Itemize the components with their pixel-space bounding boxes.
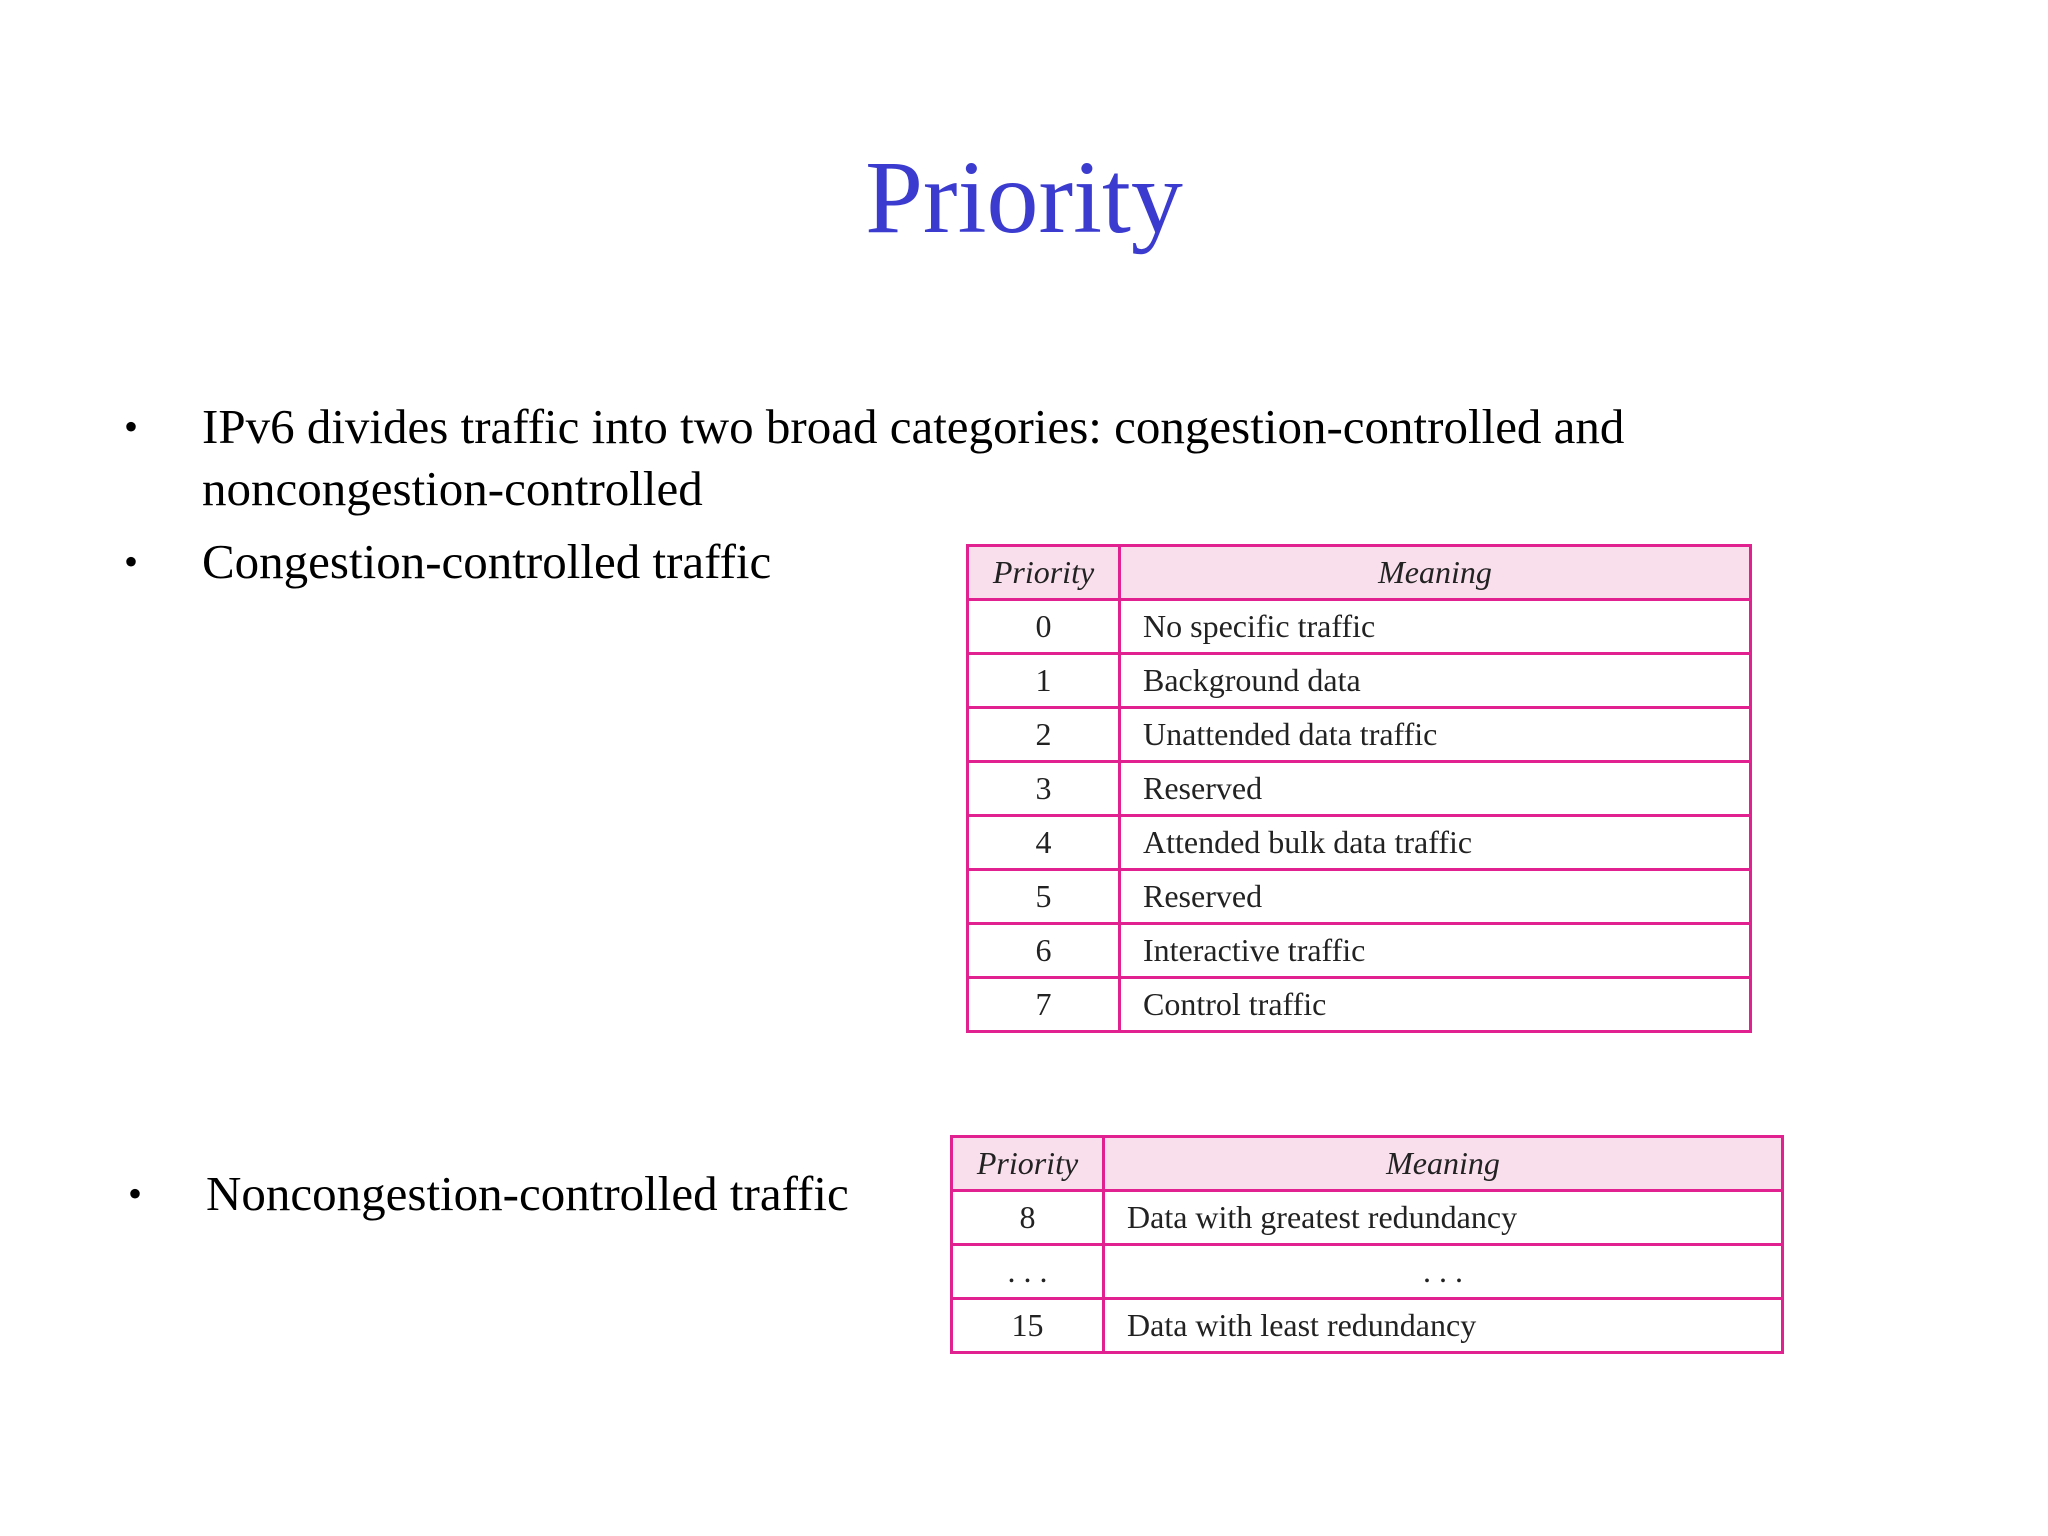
table-row (952, 1191, 1783, 1245)
bullet-text (202, 396, 1624, 520)
meaning-cell: Data with greatest redundancy (1104, 1191, 1783, 1245)
noncongestion-priority-table (950, 1135, 1784, 1354)
priority-cell: 3 (968, 762, 1120, 816)
bullet-icon: • (124, 404, 139, 449)
meaning-cell: Attended bulk data traffic (1120, 816, 1751, 870)
priority-cell: 0 (968, 600, 1120, 654)
table-row (968, 924, 1751, 978)
bullet-text: Noncongestion-controlled traffic (206, 1166, 849, 1221)
table-row (968, 870, 1751, 924)
column-header-meaning: Meaning (1120, 546, 1751, 600)
table-row (968, 816, 1751, 870)
column-header-priority: Priority (952, 1137, 1104, 1191)
congestion-priority-table (966, 544, 1752, 1033)
meaning-cell: Control traffic (1120, 978, 1751, 1032)
column-header-priority: Priority (968, 546, 1120, 600)
meaning-cell: Unattended data traffic (1120, 708, 1751, 762)
meaning-cell: Background data (1120, 654, 1751, 708)
priority-cell: 1 (968, 654, 1120, 708)
meaning-cell: No specific traffic (1120, 600, 1751, 654)
table-row (968, 762, 1751, 816)
meaning-cell: Interactive traffic (1120, 924, 1751, 978)
priority-cell: 5 (968, 870, 1120, 924)
column-header-meaning: Meaning (1104, 1137, 1783, 1191)
table-row (968, 708, 1751, 762)
priority-cell: 15 (952, 1299, 1104, 1353)
bullet-icon: • (124, 539, 139, 584)
meaning-cell: Data with least redundancy (1104, 1299, 1783, 1353)
priority-cell: 7 (968, 978, 1120, 1032)
table-row (968, 600, 1751, 654)
table-header-row (952, 1137, 1783, 1191)
meaning-cell: . . . (1104, 1245, 1783, 1299)
table-row (952, 1299, 1783, 1353)
priority-cell: . . . (952, 1245, 1104, 1299)
table-row (968, 978, 1751, 1032)
meaning-cell: Reserved (1120, 870, 1751, 924)
priority-cell: 4 (968, 816, 1120, 870)
meaning-cell: Reserved (1120, 762, 1751, 816)
bullet-text-line: IPv6 divides traffic into two broad categories: congestion-controlled and (202, 399, 1625, 454)
table-row (968, 654, 1751, 708)
bullet-text-line: noncongestion-controlled (202, 461, 703, 516)
bullet-icon: • (128, 1171, 143, 1216)
priority-cell: 8 (952, 1191, 1104, 1245)
priority-cell: 6 (968, 924, 1120, 978)
bullet-text: Congestion-controlled traffic (202, 534, 772, 589)
table-header-row (968, 546, 1751, 600)
slide-title: Priority (865, 140, 1183, 255)
table-row (952, 1245, 1783, 1299)
priority-cell: 2 (968, 708, 1120, 762)
